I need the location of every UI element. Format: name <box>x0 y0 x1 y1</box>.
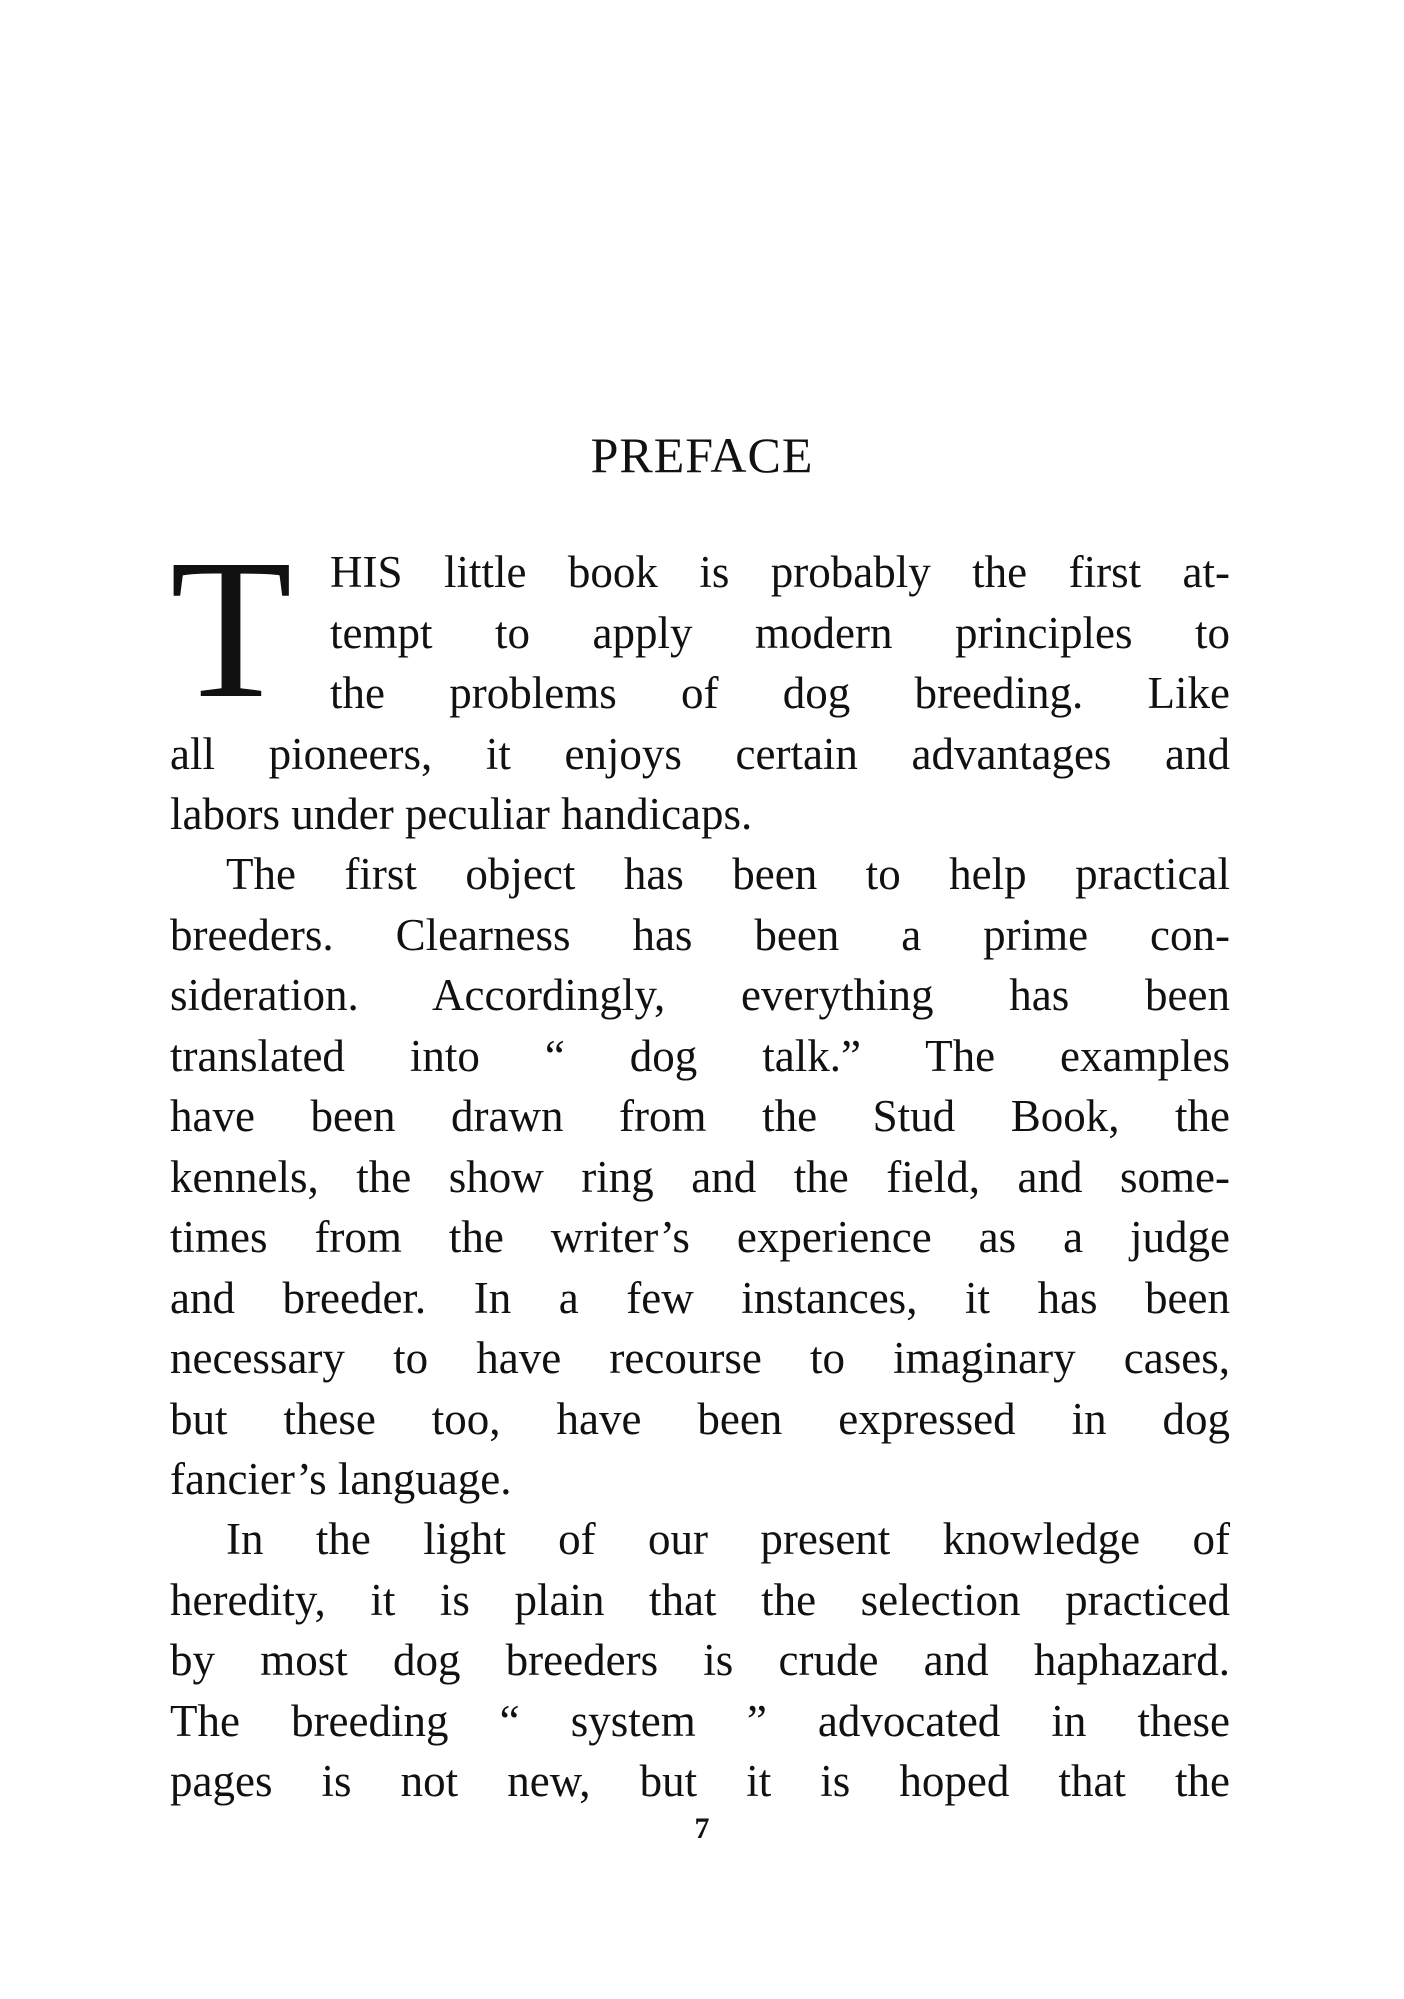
text-line: all pioneers, it enjoys certain advantages and <box>170 728 1230 779</box>
text-line: The breeding “ system ” advocated in these <box>170 1695 1230 1746</box>
text-line: The first object has been to help practical <box>226 849 1230 899</box>
text-line: pages is not new, but it is hoped that the <box>170 1756 1230 1806</box>
text-line: HIS little book is probably the first at- <box>330 547 1230 597</box>
text-line: labors under peculiar handicaps. <box>170 789 753 839</box>
text-line: translated into “ dog talk.” The examples <box>170 1030 1230 1081</box>
paragraph-1 <box>170 519 1230 845</box>
text-line: heredity, it is plain that the selection practiced <box>170 1574 1230 1625</box>
text-line: by most dog breeders is crude and haphazard. <box>170 1635 1230 1685</box>
page-title: PREFACE <box>590 427 814 483</box>
text-line: tempt to apply modern principles to <box>330 607 1230 658</box>
text-line: and breeder. In a few instances, it has been <box>170 1272 1230 1323</box>
text-line: fancier’s language. <box>170 1454 512 1504</box>
text-line: In the light of our present knowledge of <box>226 1514 1230 1564</box>
text-line: kennels, the show ring and the field, and some- <box>170 1151 1230 1202</box>
text-line: have been drawn from the Stud Book, the <box>170 1091 1230 1141</box>
page-number: 7 <box>694 1812 710 1845</box>
paragraph-3 <box>170 1509 1230 1812</box>
text-line: breeders. Clearness has been a prime con- <box>170 909 1230 960</box>
text-line: necessary to have recourse to imaginary cases, <box>170 1333 1230 1383</box>
paragraph-2 <box>170 844 1230 1510</box>
text-line: sideration. Accordingly, everything has been <box>170 970 1230 1020</box>
text-line: times from the writer’s experience as a judge <box>170 1212 1230 1262</box>
text-line: the problems of dog breeding. Like <box>330 668 1230 718</box>
text-line: but these too, have been expressed in dog <box>170 1393 1230 1444</box>
drop-cap: T <box>170 519 293 740</box>
